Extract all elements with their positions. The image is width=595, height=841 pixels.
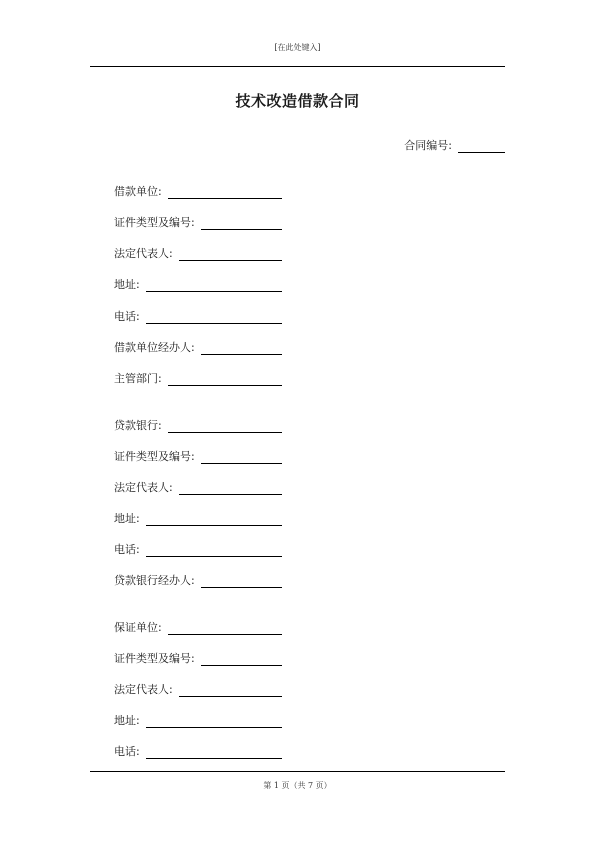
borrower-phone-field: [114, 308, 282, 324]
field-blank[interactable]: [179, 684, 282, 697]
contract-number-blank[interactable]: [458, 140, 505, 153]
field-blank[interactable]: [168, 373, 282, 386]
borrower-legal-rep-field: [114, 245, 282, 261]
field-label: 贷款银行经办人:: [114, 574, 195, 587]
field-label: 法定代表人:: [114, 683, 173, 696]
field-blank[interactable]: [179, 482, 282, 495]
field-blank[interactable]: [201, 342, 282, 355]
field-label: 地址:: [114, 278, 140, 291]
field-blank[interactable]: [168, 420, 282, 433]
field-label: 证件类型及编号:: [114, 216, 195, 229]
field-blank[interactable]: [168, 186, 282, 199]
field-label: 保证单位:: [114, 621, 162, 634]
field-label: 地址:: [114, 512, 140, 525]
field-blank[interactable]: [146, 279, 282, 292]
bank-agent-field: [114, 572, 282, 588]
field-blank[interactable]: [201, 575, 282, 588]
guarantor-address-field: [114, 712, 282, 728]
borrower-id-field: [114, 214, 282, 230]
field-label: 法定代表人:: [114, 481, 173, 494]
guarantor-legal-rep-field: [114, 681, 282, 697]
contract-number-field: [404, 137, 505, 153]
field-blank[interactable]: [201, 451, 282, 464]
borrower-agent-field: [114, 339, 282, 355]
field-label: 电话:: [114, 543, 140, 556]
bank-name-field: [114, 417, 282, 433]
document-title: 技术改造借款合同: [235, 92, 360, 110]
field-label: 电话:: [114, 310, 140, 323]
header-rule: [90, 66, 505, 67]
field-blank[interactable]: [201, 217, 282, 230]
field-blank[interactable]: [201, 653, 282, 666]
bank-address-field: [114, 510, 282, 526]
field-label: 主管部门:: [114, 372, 162, 385]
field-label: 证件类型及编号:: [114, 652, 195, 665]
bank-phone-field: [114, 541, 282, 557]
borrower-address-field: [114, 276, 282, 292]
field-blank[interactable]: [168, 622, 282, 635]
field-label: 借款单位经办人:: [114, 341, 195, 354]
page-number: 第 1 页（共 7 页）: [263, 781, 332, 790]
field-label: 法定代表人:: [114, 247, 173, 260]
field-blank[interactable]: [146, 513, 282, 526]
field-label: 借款单位:: [114, 185, 162, 198]
field-label: 地址:: [114, 714, 140, 727]
contract-number-label: 合同编号:: [404, 139, 452, 152]
footer-rule: [90, 771, 505, 772]
guarantor-id-field: [114, 650, 282, 666]
borrower-unit-field: [114, 183, 282, 199]
borrower-supervisor-field: [114, 370, 282, 386]
field-blank[interactable]: [179, 248, 282, 261]
guarantor-phone-field: [114, 743, 282, 759]
field-blank[interactable]: [146, 715, 282, 728]
field-blank[interactable]: [146, 311, 282, 324]
field-label: 电话:: [114, 745, 140, 758]
field-label: 证件类型及编号:: [114, 450, 195, 463]
field-label: 贷款银行:: [114, 419, 162, 432]
bank-id-field: [114, 448, 282, 464]
field-blank[interactable]: [146, 746, 282, 759]
page-header: [在此处键入]: [274, 43, 321, 52]
guarantor-unit-field: [114, 619, 282, 635]
field-blank[interactable]: [146, 544, 282, 557]
bank-legal-rep-field: [114, 479, 282, 495]
